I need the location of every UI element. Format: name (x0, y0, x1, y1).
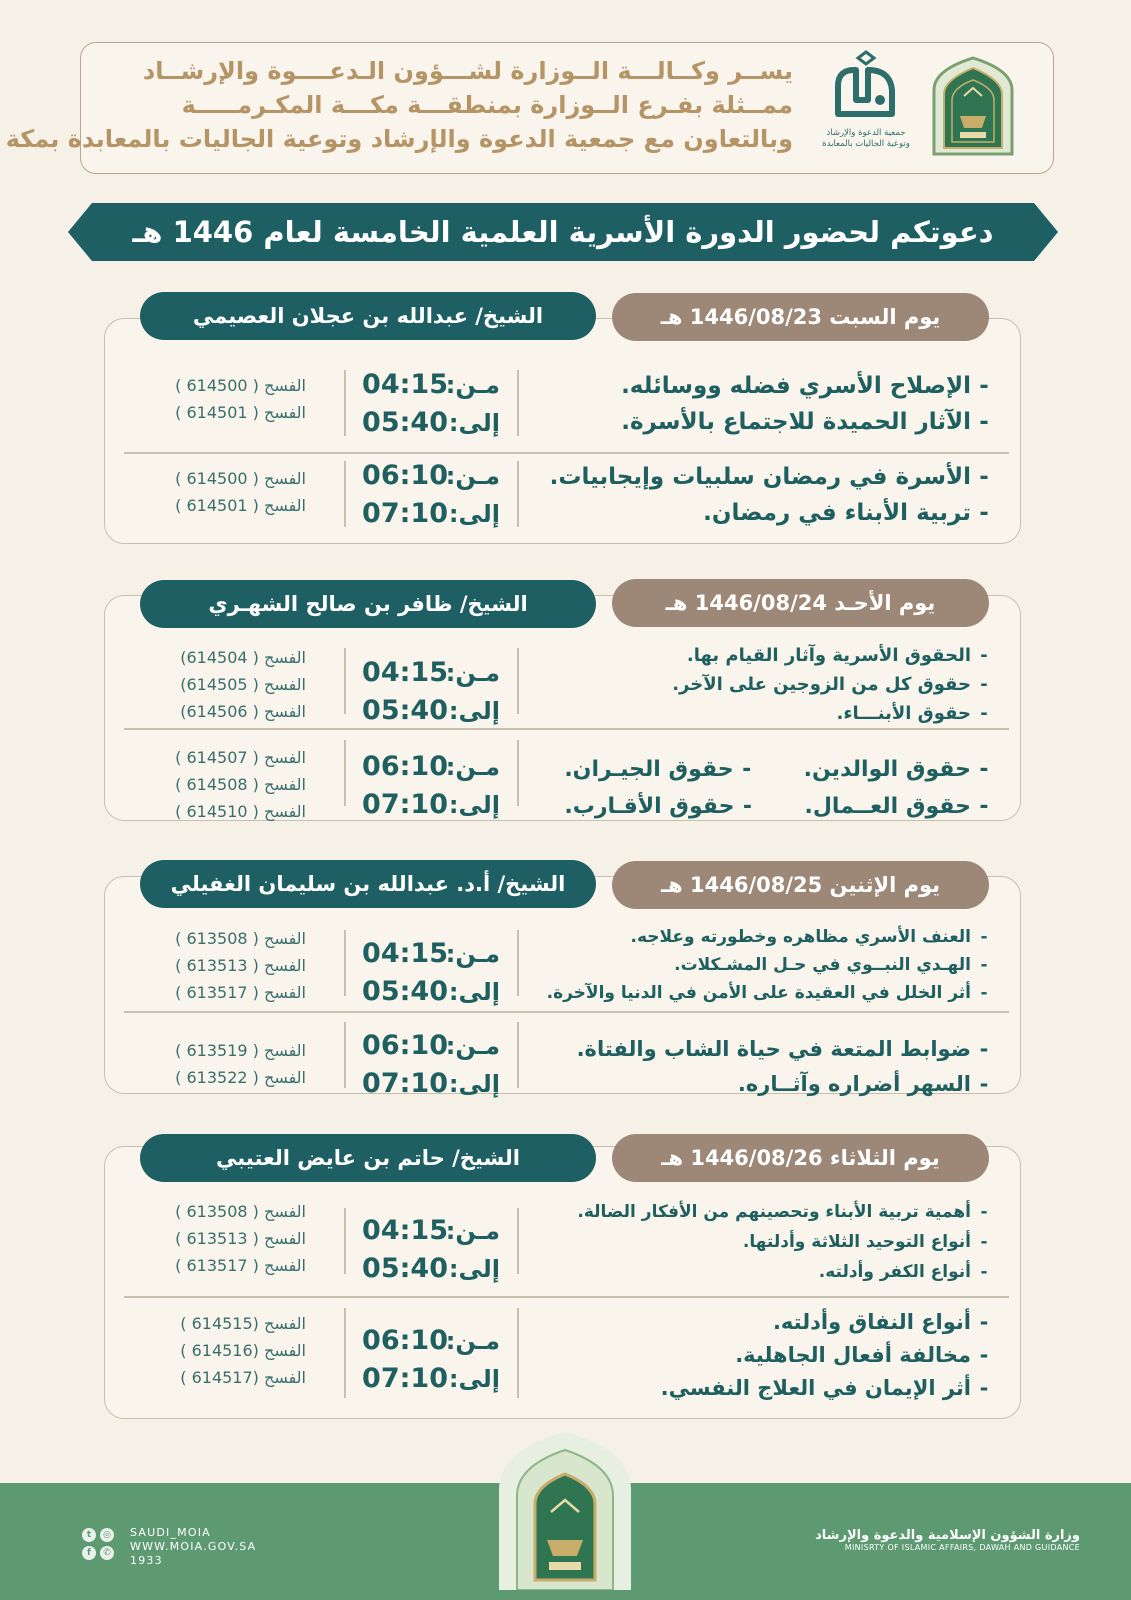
divider (517, 461, 519, 527)
topics-list (535, 1032, 997, 1102)
permit-code: الفسح ( 613508 ) (175, 1202, 306, 1221)
time-from: مـن:04:15 (362, 938, 500, 969)
topics-list (535, 751, 997, 825)
permit-codes (156, 1198, 306, 1279)
association-mark-icon (830, 50, 902, 122)
permit-code: الفسح ( 614500 ) (175, 469, 306, 488)
session-divider (124, 728, 1009, 730)
divider (344, 930, 346, 996)
day-pill: يوم السبت 1446/08/23 هـ (612, 293, 989, 341)
twitter-icon[interactable]: t (82, 1528, 96, 1542)
association-caption-1: جمعية الدعوة والإرشاد (826, 128, 906, 138)
permit-code: الفسح ( 614508 ) (175, 775, 306, 794)
divider (344, 740, 346, 806)
ministry-emblem-icon (930, 56, 1016, 156)
time-to: إلى:07:10 (362, 498, 500, 529)
sheikh-pill: الشيخ/ حاتم بن عايض العتيبي (140, 1134, 596, 1182)
topic-item: -أثر الخلل في العقيدة على الأمن في الدنيا والآخرة. (546, 983, 988, 1003)
permit-code: الفسح ( 614504) (180, 648, 306, 667)
permit-code: الفسح ( 613519 ) (175, 1041, 306, 1060)
session-times (362, 654, 500, 730)
permit-code: الفسح (614515 ) (180, 1314, 306, 1333)
instagram-icon[interactable]: ◎ (100, 1528, 114, 1542)
topic-item: -الهـدي النبــوي في حـل المشـكلات. (674, 955, 988, 975)
permit-codes (156, 925, 306, 1006)
permit-code: الفسح ( 614501 ) (175, 403, 306, 422)
header-announcement (5, 54, 793, 156)
permit-code: الفسح ( 614500 ) (175, 376, 306, 395)
session-times (362, 1027, 500, 1103)
session-times (362, 366, 500, 442)
divider (344, 648, 346, 714)
time-from: مـن:04:15 (362, 657, 500, 688)
topic-item: -أنواع التوحيد الثلاثة وأدلتها. (742, 1232, 988, 1252)
topic-item: -السهر أضراره وآثــاره. (737, 1072, 989, 1096)
divider (517, 1022, 519, 1088)
session-divider (124, 1296, 1009, 1298)
divider (517, 370, 519, 436)
divider (517, 1308, 519, 1398)
topic-item: -حقوق الأبنـــاء. (836, 703, 988, 724)
ministry-name-en: MINISRTY OF ISLAMIC AFFAIRS, DAWAH AND GUIDANCE (844, 1543, 1080, 1552)
topic-item: -حقوق كل من الزوجين على الآخر. (672, 674, 988, 695)
topic-item: -العنف الأسري مظاهره وخطورته وعلاجه. (630, 927, 988, 947)
time-to: إلى:07:10 (362, 1068, 500, 1099)
session-times (362, 457, 500, 533)
divider (517, 930, 519, 996)
time-to: إلى:07:10 (362, 1363, 500, 1394)
topic-item: -الأسرة في رمضان سلبيات وإيجابيات. (549, 464, 989, 490)
topics-list (535, 1306, 997, 1405)
permit-codes (156, 1037, 306, 1091)
time-to: إلى:05:40 (362, 976, 500, 1007)
day-pill: يوم الثلاثاء 1446/08/26 هـ (612, 1134, 989, 1182)
permit-code: الفسح ( 613522 ) (175, 1068, 306, 1087)
topics-list (535, 641, 997, 728)
association-caption-2: وتوعية الجاليات بالمعابدة (822, 139, 910, 149)
divider (517, 1208, 519, 1274)
phone-number: 1933 (130, 1554, 163, 1567)
social-handle[interactable]: SAUDI_MOIA (130, 1526, 211, 1539)
topic-item: -مخالفة أفعال الجاهلية. (735, 1343, 989, 1367)
topic-item: -الحقوق الأسرية وآثار القيام بها. (686, 645, 988, 666)
permit-code: الفسح ( 613517 ) (175, 1256, 306, 1275)
permit-code: الفسح ( 613517 ) (175, 983, 306, 1002)
permit-code: الفسح ( 614510 ) (175, 802, 306, 821)
session-times (362, 1212, 500, 1288)
website-link[interactable]: WWW.MOIA.GOV.SA (130, 1540, 257, 1553)
divider (344, 1022, 346, 1088)
session-divider (124, 1011, 1009, 1013)
permit-codes (156, 744, 306, 825)
phone-icon[interactable]: ✆ (100, 1546, 114, 1560)
header-line-2: ممــثلة بفـرع الــوزارة بمنطقـــة مكـــة المكـرمـــــة (181, 91, 793, 119)
permit-code: الفسح ( 613513 ) (175, 1229, 306, 1248)
contact-info (130, 1526, 256, 1568)
permit-code: الفسح ( 614501 ) (175, 496, 306, 515)
divider (344, 1308, 346, 1398)
footer-emblem-icon (495, 1430, 635, 1590)
topic-item: -أنواع النفاق وأدلته. (772, 1310, 989, 1334)
social-icons (82, 1528, 122, 1568)
sheikh-pill: الشيخ/ أ.د. عبدالله بن سليمان الغفيلي (140, 860, 596, 908)
topic-item: -أنواع الكفر وأدلته. (818, 1262, 988, 1282)
topic-item: -الإصلاح الأسري فضله ووسائله. (621, 373, 989, 399)
permit-code: الفسح ( 614506) (180, 702, 306, 721)
page-title: دعوتكم لحضور الدورة الأسرية العلمية الخامسة لعام 1446 هـ (132, 215, 994, 249)
permit-codes (156, 372, 306, 426)
topic-item: -ضوابط المتعة في حياة الشاب والفتاة. (576, 1037, 989, 1061)
time-from: مـن:06:10 (362, 460, 500, 491)
topics-list (535, 1197, 997, 1287)
header-line-1: يســر وكــالـــة الــوزارة لشـــؤون الـدعــــوة والإرشــاد (142, 57, 793, 85)
time-to: إلى:05:40 (362, 695, 500, 726)
divider (344, 1208, 346, 1274)
topic-item: -تربية الأبناء في رمضان. (703, 500, 989, 526)
divider (517, 648, 519, 714)
topic-row: -حقوق العــمال.-حقوق الأقـارب. (564, 794, 989, 819)
session-times (362, 1322, 500, 1398)
permit-code: الفسح ( 613508 ) (175, 929, 306, 948)
time-from: مـن:04:15 (362, 1215, 500, 1246)
ministry-name (780, 1528, 1080, 1552)
permit-code: الفسح (614517 ) (180, 1368, 306, 1387)
permit-codes (156, 465, 306, 519)
header-line-3: وبالتعاون مع جمعية الدعوة والإرشاد وتوعية الجاليات بالمعابدة بمكة (5, 125, 793, 153)
time-from: مـن:06:10 (362, 751, 500, 782)
divider (517, 740, 519, 806)
facebook-icon[interactable]: f (82, 1546, 96, 1560)
session-divider (124, 452, 1009, 454)
association-logo (820, 50, 912, 162)
topic-item: -الآثار الحميدة للاجتماع بالأسرة. (621, 409, 989, 435)
session-times (362, 748, 500, 824)
time-to: إلى:05:40 (362, 1253, 500, 1284)
day-pill: يوم الإثنين 1446/08/25 هـ (612, 861, 989, 909)
time-from: مـن:06:10 (362, 1030, 500, 1061)
permit-codes (156, 644, 306, 725)
time-to: إلى:07:10 (362, 789, 500, 820)
sheikh-pill: الشيخ/ ظافر بن صالح الشهـري (140, 580, 596, 628)
topics-list (535, 923, 997, 1007)
topic-item: -أثر الإيمان في العلاج النفسي. (660, 1376, 989, 1400)
permit-code: الفسح ( 614505) (180, 675, 306, 694)
permit-code: الفسح ( 613513 ) (175, 956, 306, 975)
ministry-name-ar: وزارة الشؤون الإسلامية والدعوة والإرشاد (815, 1528, 1080, 1543)
sheikh-pill: الشيخ/ عبدالله بن عجلان العصيمي (140, 292, 596, 340)
session-times (362, 935, 500, 1011)
permit-code: الفسح ( 614507 ) (175, 748, 306, 767)
day-pill: يوم الأحـد 1446/08/24 هـ (612, 579, 989, 627)
topics-list (535, 368, 997, 440)
time-from: مـن:06:10 (362, 1325, 500, 1356)
time-from: مـن:04:15 (362, 369, 500, 400)
permit-code: الفسح (614516 ) (180, 1341, 306, 1360)
divider (344, 461, 346, 527)
permit-codes (156, 1310, 306, 1391)
topic-item: -أهمية تربية الأبناء وتحصينهم من الأفكار الضالة. (577, 1202, 988, 1222)
topics-list (535, 459, 997, 531)
topic-row: -حقوق الوالدين.-حقوق الجيـران. (564, 757, 989, 782)
time-to: إلى:05:40 (362, 407, 500, 438)
divider (344, 370, 346, 436)
